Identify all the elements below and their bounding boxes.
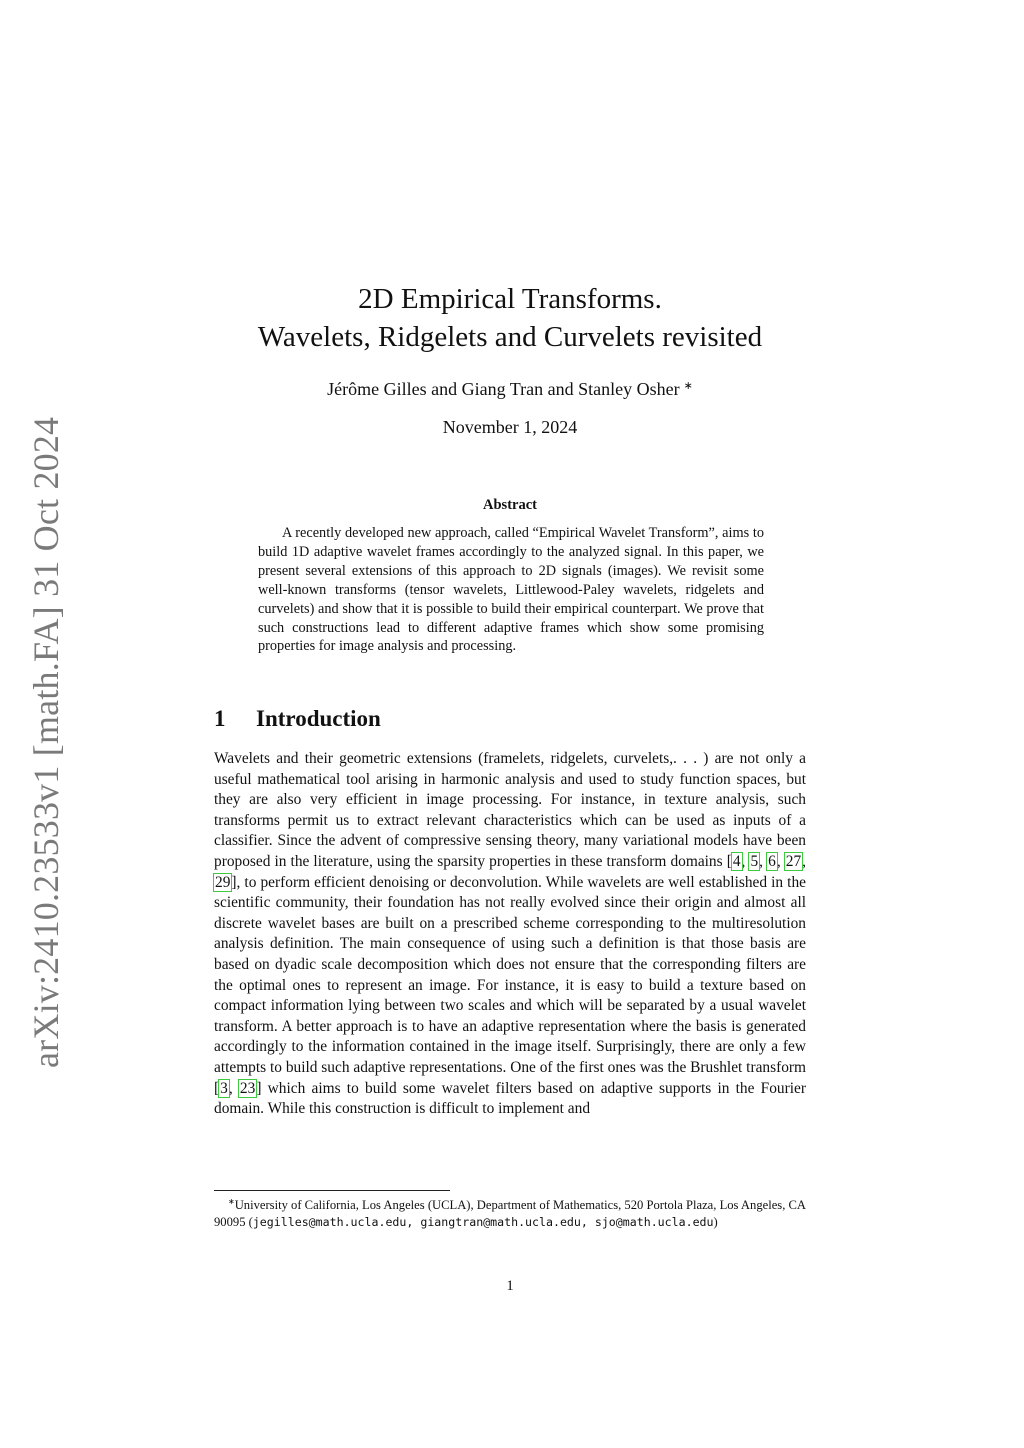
citation-link[interactable]: 27 — [785, 852, 802, 870]
paper-title — [214, 280, 806, 356]
intro-text-part2: ], to perform efficient denoising or deconvolution. While wavelets are well established in the scientific community, their foundation has not really evolved since their origin and almost all discrete wavelet bases are built on a prescribed scheme corresponding to the multiresolution analysis definition. The main consequence of using such a definition is that those basis are based on dyadic scale decomposition which does not ensure that the corresponding filters are the optimal ones to represent an image. For instance, it is easy to build a texture based on compact information lying between two scales and which will be separated by a usual wavelet transform. A better approach is to have an adaptive representation where the basis is generated accordingly to the information contained in the image itself. Surprisingly, there are only a few attempts to build such adaptive representations. One of the first ones was the Brushlet transform [ — [214, 873, 806, 1097]
title-line-2: Wavelets, Ridgelets and Curvelets revisited — [257, 321, 763, 353]
footnote-close: ) — [713, 1215, 718, 1229]
footnote — [214, 1193, 806, 1231]
citation-link[interactable]: 23 — [239, 1079, 256, 1097]
intro-text-part3: ] which aims to build some wavelet filters based on adaptive supports in the Fourier domain. While this construction is difficult to implement and — [214, 1079, 806, 1118]
arxiv-sidebar-stamp: arXiv:2410.23533v1 [math.FA] 31 Oct 2024 — [26, 416, 66, 1068]
citation-link[interactable]: 29 — [215, 873, 231, 891]
section-title: Introduction — [256, 706, 381, 731]
author-footnote-mark[interactable]: ∗ — [683, 380, 693, 392]
intro-paragraph — [214, 749, 806, 1120]
footnote-emails[interactable]: jegilles@math.ucla.edu, giangtran@math.ucla.edu, sjo@math.ucla.edu — [252, 1215, 714, 1229]
abstract-heading: Abstract — [483, 497, 537, 513]
citation-link[interactable]: 5 — [750, 852, 759, 870]
citation-link[interactable]: 4 — [732, 852, 741, 870]
citation-link[interactable]: 6 — [768, 852, 776, 870]
citation-group-1: 4, 5, 6, 27, 29 — [215, 852, 806, 891]
footnote-rule — [214, 1190, 450, 1191]
author-list — [214, 374, 806, 401]
citation-link[interactable]: 3 — [220, 1079, 228, 1097]
footnote-mark: ∗ — [228, 1197, 235, 1206]
section-heading — [214, 704, 806, 734]
section-number: 1 — [214, 706, 226, 731]
paper-date: November 1, 2024 — [442, 417, 578, 437]
footnote-text: University of California, Los Angeles (UCLA), Department of Mathematics, 520 Portola Plaza, Los Angeles, CA 90095 ( — [214, 1198, 806, 1229]
authors-text: Jérôme Gilles and Giang Tran and Stanley Osher — [327, 379, 680, 399]
citation-group-2: 3, 23 — [220, 1079, 256, 1097]
abstract-text: A recently developed new approach, called “Empirical Wavelet Transform”, aims to build 1D adaptive wavelet frames accordingly to the analyzed signal. In this paper, we present several extensions of this approach to 2D signals (images). We revisit some well-known transforms (tensor wavelets, Littlewood-Paley wavelets, ridgelets and curvelets) and show that it is possible to build their empirical counterpart. We prove that such constructions lead to different adaptive frames which show some promising properties for image analysis and processing. — [258, 525, 764, 655]
page-number: 1 — [506, 1278, 514, 1294]
intro-text-part1: Wavelets and their geometric extensions (framelets, ridgelets, curvelets,. . . ) are not only a useful mathematical tool arising in harmonic analysis and used to study function spaces, but they are also very efficient in image processing. For instance, in texture analysis, such transforms permit us to extract relevant characteristics which can be used as inputs of a classifier. Since the advent of compressive sensing theory, many variational models have been proposed in the literature, using the sparsity properties in these transform domains [ — [214, 750, 806, 870]
title-line-1: 2D Empirical Transforms. — [358, 283, 662, 315]
